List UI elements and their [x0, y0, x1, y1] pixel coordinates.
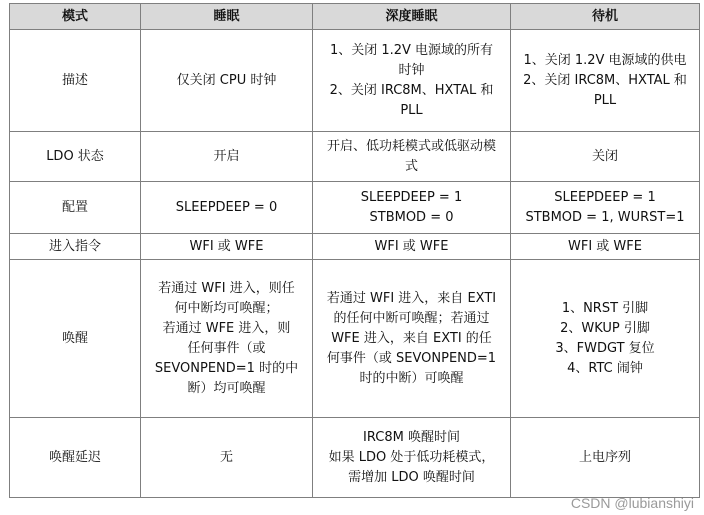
cell-line: 需增加 LDO 唤醒时间: [348, 469, 475, 485]
header-standby: 待机: [511, 4, 700, 30]
cell-line: 若通过 WFI 进入，来自 EXTI: [326, 290, 497, 306]
header-row: [10, 4, 700, 30]
row-config: [10, 182, 700, 234]
row-label: 配置: [10, 182, 141, 234]
cell-line: 何中断均可唤醒；: [174, 300, 279, 316]
cell-line: SEVONPEND=1 时的中: [154, 360, 299, 376]
row-label: 唤醒: [10, 260, 141, 418]
cell-line: 2、关闭 IRC8M、HXTAL 和: [523, 72, 687, 88]
cell-deep-sleep: [313, 132, 511, 182]
cell-line: 的任何中断可唤醒；若通过: [333, 310, 490, 326]
cell-deep-sleep: [313, 418, 511, 498]
cell-line: 断）均可唤醒: [187, 380, 266, 396]
row-wakeup-latency: [10, 418, 700, 498]
cell-line: 何事件（或 SEVONPEND=1: [326, 350, 497, 366]
row-wakeup: [10, 260, 700, 418]
cell-line: 1、NRST 引脚: [561, 300, 649, 316]
cell-sleep: [141, 182, 313, 234]
cell-deep-sleep: [313, 30, 511, 132]
cell-sleep: [141, 418, 313, 498]
cell-sleep: [141, 30, 313, 132]
cell-standby: [511, 30, 700, 132]
cell-line: STBMOD = 1, WURST=1: [525, 209, 685, 225]
cell-sleep: [141, 260, 313, 418]
cell-line: 式: [404, 158, 418, 174]
row-ldo-status: [10, 132, 700, 182]
cell-deep-sleep: [313, 260, 511, 418]
cell-line: 3、FWDGT 复位: [555, 340, 655, 356]
cell-line: SLEEPDEEP = 1: [554, 189, 656, 205]
cell-line: PLL: [593, 92, 617, 108]
cell-line: 仅关闭 CPU 时钟: [176, 72, 277, 88]
cell-line: 无: [219, 449, 233, 465]
cell-deep-sleep: [313, 234, 511, 260]
header-deep-sleep: 深度睡眠: [313, 4, 511, 30]
cell-line: WFI 或 WFE: [374, 238, 449, 254]
cell-line: IRC8M 唤醒时间: [363, 429, 460, 445]
cell-line: 2、WKUP 引脚: [560, 320, 650, 336]
cell-line: 1、关闭 1.2V 电源域的所有: [329, 42, 494, 58]
cell-line: 开启、低功耗模式或低驱动模: [326, 138, 496, 154]
cell-line: WFI 或 WFE: [568, 238, 642, 254]
cell-standby: [511, 418, 700, 498]
cell-standby: [511, 260, 700, 418]
cell-line: 若通过 WFE 进入，则: [162, 320, 291, 336]
cell-line: 如果 LDO 处于低功耗模式，: [328, 449, 495, 465]
cell-line: 上电序列: [578, 449, 631, 465]
row-label: 唤醒延迟: [10, 418, 141, 498]
cell-standby: [511, 132, 700, 182]
cell-line: WFE 进入，来自 EXTI 的任: [331, 330, 492, 346]
watermark: CSDN @lubianshiyi: [570, 495, 694, 511]
cell-line: 时的中断）可唤醒: [359, 370, 464, 386]
power-modes-table: [9, 3, 700, 498]
cell-line: 时钟: [398, 62, 425, 78]
cell-sleep: [141, 234, 313, 260]
cell-line: 任何事件（或: [187, 340, 266, 356]
row-description: [10, 30, 700, 132]
row-label: 描述: [10, 30, 141, 132]
cell-line: 开启: [213, 148, 240, 164]
cell-line: 关闭: [591, 148, 618, 164]
header-sleep: 睡眠: [141, 4, 313, 30]
row-enter-instruction: [10, 234, 700, 260]
cell-line: 2、关闭 IRC8M、HXTAL 和: [329, 82, 494, 98]
cell-standby: [511, 234, 700, 260]
cell-line: SLEEPDEEP = 0: [175, 199, 278, 215]
cell-line: 1、关闭 1.2V 电源域的供电: [523, 52, 687, 68]
cell-line: PLL: [400, 102, 423, 118]
cell-line: WFI 或 WFE: [189, 238, 264, 254]
cell-line: SLEEPDEEP = 1: [360, 189, 463, 205]
cell-line: 4、RTC 闹钟: [567, 360, 643, 376]
cell-deep-sleep: [313, 182, 511, 234]
cell-sleep: [141, 132, 313, 182]
cell-standby: [511, 182, 700, 234]
row-label: 进入指令: [10, 234, 141, 260]
cell-line: 若通过 WFI 进入，则任: [158, 280, 295, 296]
header-mode: 模式: [10, 4, 141, 30]
cell-line: STBMOD = 0: [369, 209, 454, 225]
row-label: LDO 状态: [10, 132, 141, 182]
